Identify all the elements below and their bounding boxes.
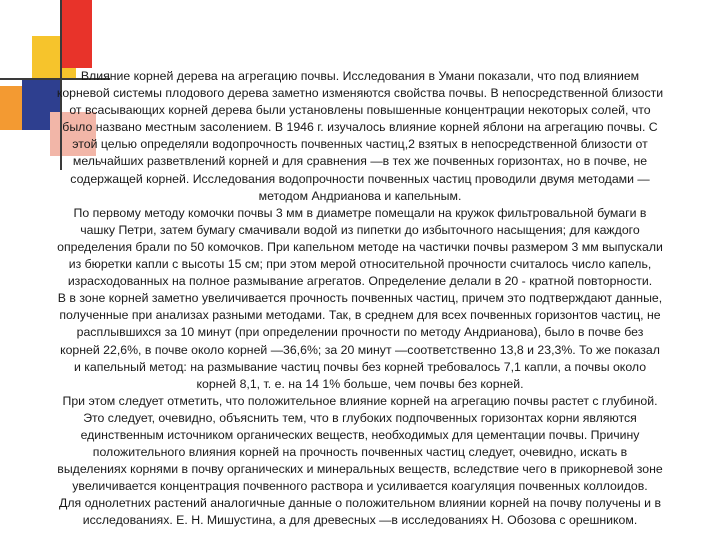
text-line: израсходованных на полное размывание агрегатов. Определение делали в 20 - кратной повторности. <box>67 274 653 289</box>
text-line: было названо местным засолением. В 1946 г. изучалось влияние корней яблони на агрегацию почвы. С <box>62 120 658 135</box>
text-line: и капельный метод: на размывание частиц почвы без корней требовалось 7,1 капли, а почвы около <box>73 359 647 374</box>
text-line: корней 22,6%, в почве около корней —36,6%; за 20 минут —соответственно 13,8 и 23,3%. То же показал <box>60 342 660 357</box>
text-line: Это следует, очевидно, объяснить тем, что в глубоких подпочвенных горизонтах корни являются <box>83 410 637 425</box>
text-line: увеличивается концентрация почвенного раствора и усиливается коагуляция почвенных коллоидов. <box>72 479 648 494</box>
text-line: мельчайших разветвлений корней и для сравнения —в тех же почвенных горизонтах, но в почве, не <box>72 154 648 169</box>
text-line: единственным источником органических веществ, необходимых для цементации почвы. Причину <box>80 427 640 442</box>
text-line: содержащей корней. Исследования водопрочности почвенных частиц проводили двумя методами — <box>70 171 650 186</box>
text-line: корней 8,1, т. е. на 14 1% больше, чем почвы без корней. <box>196 376 524 391</box>
text-line: полученные при анализах разными методами. Так, в среднем для всех почвенных горизонтов частиц, не <box>59 308 661 323</box>
text-line: от всасывающих корней дерева были установлены повышенные концентрации некоторых солей, что <box>69 103 651 118</box>
text-line: корневой системы плодового дерева заметно изменяются свойства почвы. В непосредственной близости <box>56 86 664 101</box>
text-line: чашку Петри, затем бумагу смачивали водой из пипетки до избыточного насыщения; для каждого <box>80 222 640 237</box>
text-line: расплывшихся за 10 минут (при определении прочности по методу Андрианова), было в почве без <box>76 325 644 340</box>
text-line: исследованиях. Е. Н. Мишустина, а для древесных —в исследованиях Н. Обозова с орешником. <box>82 513 638 528</box>
text-line: определения брали по 50 комочков. При капельном методе на частички почвы размером 3 мм выпускали <box>57 239 663 254</box>
text-line: выделениях корнями в почву органических и минеральных веществ, вследствие чего в прикорневой зоне <box>57 462 663 477</box>
text-line: методом Андрианова и капельным. <box>258 188 462 203</box>
text-line: Влияние корней дерева на агрегацию почвы. Исследования в Умани показали, что под влиянием <box>80 69 640 83</box>
text-line: Для однолетних растений аналогичные данные о положительном влиянии корней на почву получены и в <box>59 496 661 511</box>
document-text <box>0 68 720 530</box>
text-line: из бюретки капли с высоты 15 см; при этом мерой относительной прочности считалось число капель, <box>68 257 652 272</box>
text-line: этой целью определяли водопрочность почвенных частиц,2 взятых в непосредственной близости от <box>72 137 648 152</box>
text-line: По первому методу комочки почвы 3 мм в диаметре помещали на кружок фильтровальной бумаги в <box>73 205 647 220</box>
text-line: положительного влияния корней на прочность почвенных частиц следует, очевидно, искать в <box>92 445 628 460</box>
red-square-decoration <box>62 0 92 68</box>
text-line: При этом следует отметить, что положительное влияние корней на агрегацию почвы растет с глубиной. <box>62 393 658 408</box>
text-line: В в зоне корней заметно увеличивается прочность почвенных частиц, причем это подтверждают данные, <box>57 291 663 306</box>
